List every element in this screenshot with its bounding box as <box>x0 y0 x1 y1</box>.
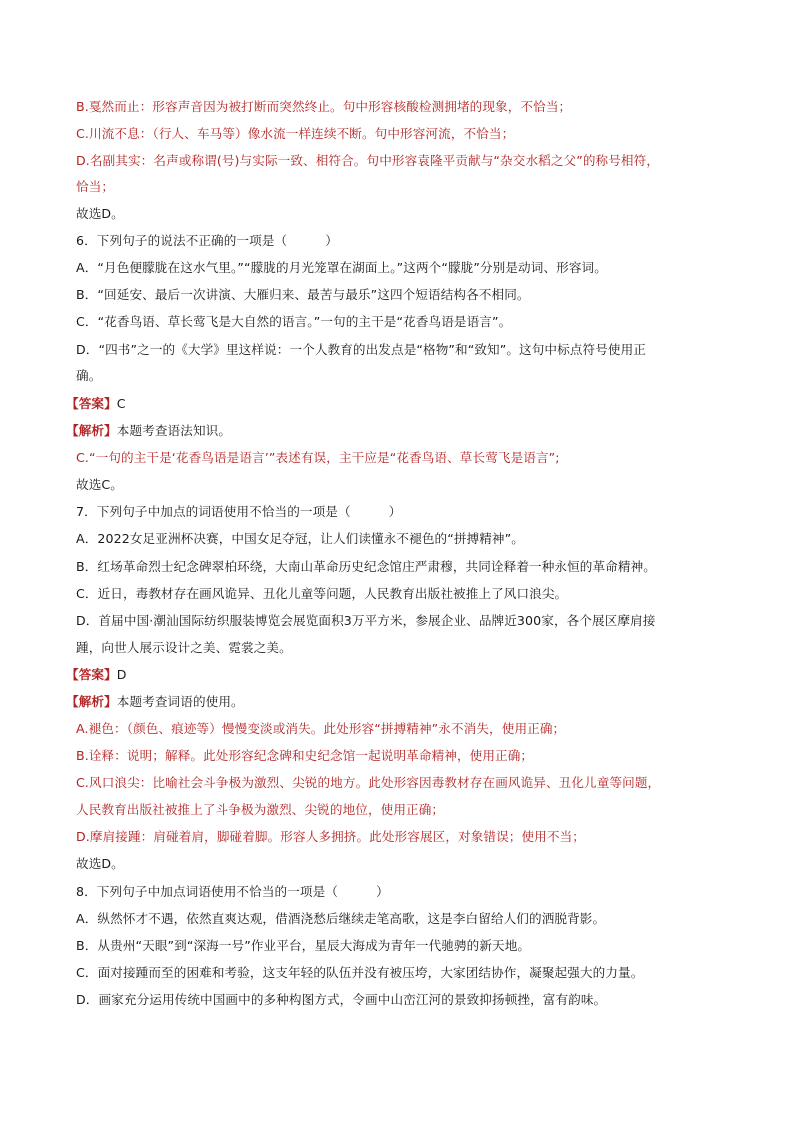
question-8-option-c: C．面对接踵而至的困难和考验，这支年轻的队伍并没有被压垮，大家团结协作，凝聚起强大的力量。 <box>76 965 644 980</box>
question-7-option-d-line1: D．首届中国·潮汕国际纺织服装博览会展览面积3万平方米，参展企业、品牌近300家，各个展区摩肩接 <box>76 613 656 628</box>
question-7-explanation-d: D.摩肩接踵：肩碰着肩，脚碰着脚。形容人多拥挤。此处形容展区，对象错误；使用不当； <box>76 829 585 844</box>
question-7-option-b: B．红场革命烈士纪念碑翠柏环绕，大南山革命历史纪念馆庄严肃穆，共同诠释着一种永恒的革命精神。 <box>76 559 656 574</box>
question-7-analysis <box>66 692 766 712</box>
question-7-explanation-b: B.诠释：说明；解释。此处形容纪念碑和史纪念馆一起说明革命精神，使用正确； <box>76 748 534 763</box>
question-8-option-b: B．从贵州“天眼”到“深海一号”作业平台，星辰大海成为青年一代驰骋的新天地。 <box>76 938 531 953</box>
question-7-answer <box>66 665 766 685</box>
question-7-explanation-c-line2: 人民教育出版社被推上了斗争极为激烈、尖锐的地位，使用正确； <box>76 802 445 817</box>
conclusion-text: 故选D。 <box>76 206 124 221</box>
answer-value: D <box>116 667 127 682</box>
question-6-option-a: A．“月色便朦胧在这水气里。”“朦胧的月光笼罩在湖面上。”这两个“朦胧”分别是动词、形容词。 <box>76 260 607 275</box>
question-6-stem: 6．下列句子的说法不正确的一项是（ ） <box>76 233 338 248</box>
question-7-conclusion: 故选D。 <box>76 856 124 871</box>
option-explanation-d-line2: 恰当； <box>76 179 115 194</box>
question-7-option-a: A．2022女足亚洲杯决赛，中国女足夺冠，让人们读懂永不褪色的“拼搏精神”。 <box>76 531 524 546</box>
option-explanation-d-line1: D.名副其实：名声或称谓(号)与实际一致、相符合。句中形容袁隆平贡献与“杂交水稻之父”的称号相符， <box>76 153 660 168</box>
analysis-tag: 【解析】 <box>66 694 117 709</box>
question-8-option-d: D．画家充分运用传统中国画中的多种构图方式，令画中山峦江河的景致抑扬顿挫，富有韵味。 <box>76 992 607 1007</box>
question-6-explanation: C.“一句的主干是‘花香鸟语是语言’”表述有误，主干应是“花香鸟语、草长莺飞是语言”; <box>76 450 560 465</box>
question-7-stem: 7．下列句子中加点的词语使用不恰当的一项是（ ） <box>76 504 402 519</box>
question-6-option-c: C．“花香鸟语、草长莺飞是大自然的语言。”一句的主干是“花香鸟语是语言”。 <box>76 314 512 329</box>
option-explanation-c: C.川流不息：（行人、车马等）像水流一样连续不断。句中形容河流，不恰当； <box>76 126 515 141</box>
answer-tag: 【答案】 <box>66 396 117 411</box>
question-7-option-c: C．近日，毒教材存在画风诡异、丑化儿童等问题，人民教育出版社被推上了风口浪尖。 <box>76 586 568 601</box>
answer-tag: 【答案】 <box>66 667 117 682</box>
question-8-stem: 8．下列句子中加点词语使用不恰当的一项是（ ） <box>76 884 389 899</box>
analysis-text: 本题考查词语的使用。 <box>116 694 244 709</box>
question-6-option-b: B．“回延安、最后一次讲演、大雁归来、最苦与最乐”这四个短语结构各不相同。 <box>76 287 530 302</box>
question-6-option-d-line1: D．“四书”之一的《大学》里这样说：一个人教育的出发点是“格物”和“致知”。这句中标点符号使用正 <box>76 342 646 357</box>
analysis-text: 本题考查语法知识。 <box>116 423 232 438</box>
question-6-answer <box>66 394 766 414</box>
question-6-option-d-line2: 确。 <box>76 368 102 383</box>
question-6-analysis <box>66 421 766 441</box>
question-8-option-a: A．纵然怀才不遇，依然直爽达观，借酒浇愁后继续走笔高歌，这是李白留给人们的洒脱背影。 <box>76 911 606 926</box>
answer-value: C <box>116 396 126 411</box>
question-7-explanation-c-line1: C.风口浪尖：比喻社会斗争极为激烈、尖锐的地方。此处形容因毒教材存在画风诡异、丑化儿童等问题， <box>76 775 661 790</box>
question-7-explanation-a: A.褪色：（颜色、痕迹等）慢慢变淡或消失。此处形容“拼搏精神”永不消失，使用正确； <box>76 721 566 736</box>
question-6-conclusion: 故选C。 <box>76 477 123 492</box>
question-7-option-d-line2: 踵，向世人展示设计之美、霓裳之美。 <box>76 640 292 655</box>
analysis-tag: 【解析】 <box>66 423 117 438</box>
option-explanation-b: B.戛然而止：形容声音因为被打断而突然终止。句中形容核酸检测拥堵的现象，不恰当； <box>76 99 572 114</box>
